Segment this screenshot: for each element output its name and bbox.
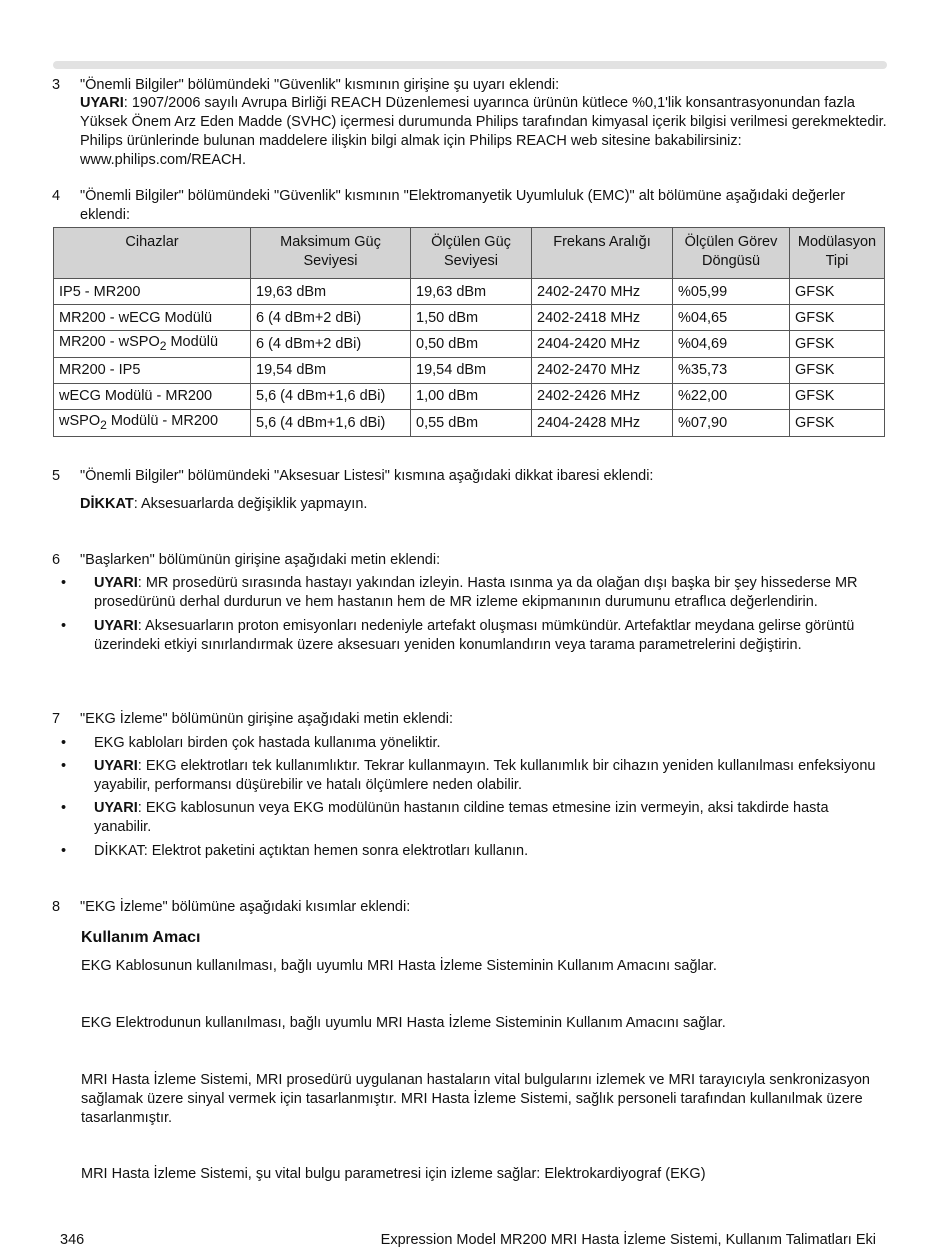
table-cell: %35,73 [673, 357, 790, 383]
table-cell: 2402-2426 MHz [532, 383, 673, 409]
table-cell: GFSK [790, 409, 885, 436]
table-cell: 0,50 dBm [411, 331, 532, 358]
item-4-intro: "Önemli Bilgiler" bölümündeki "Güvenlik" kısmının "Elektromanyetik Uyumluluk (EMC)" alt bölümüne aşağıdaki değerler eklendi: [80, 188, 846, 223]
device-suffix: Modülü [166, 334, 219, 350]
item-7-number: 7 [52, 711, 61, 727]
table-cell: %22,00 [673, 383, 790, 409]
emc-table [53, 227, 885, 437]
table-cell: 19,63 dBm [251, 279, 411, 305]
table-cell: 2404-2428 MHz [532, 409, 673, 436]
paragraph: EKG Elektrodunun kullanılması, bağlı uyumlu MRI Hasta İzleme Sisteminin Kullanım Amacını sağlar. [81, 1015, 726, 1031]
warning-text: : MR prosedürü sırasında hastayı yakından izleyin. Hasta ısınma ya da olağan dışı başka bir şey hissederse MR prosedürünü derhal durdurun ve hem hastanın hem de MR izleme ekipmanının durumunu etraflıca değerlendirin. [94, 575, 858, 610]
device-name: wSPO [59, 412, 101, 429]
item-7-bullet-1: EKG kabloları birden çok hastada kullanıma yöneliktir. [94, 735, 441, 751]
table-header-cell: Cihazlar [54, 228, 251, 279]
table-cell: 1,50 dBm [411, 305, 532, 331]
table-cell [54, 409, 251, 436]
item-3-warning [80, 94, 888, 170]
item-3-intro: "Önemli Bilgiler" bölümündeki "Güvenlik" kısmının girişine şu uyarı eklendi: [80, 77, 560, 93]
item-7-caution: DİKKAT: Elektrot paketini açtıktan hemen sonra elektrotları kullanın. [94, 843, 529, 859]
table-cell: 2402-2470 MHz [532, 357, 673, 383]
table-cell: %04,69 [673, 331, 790, 358]
device-name: MR200 - wSPO [59, 334, 160, 350]
table-cell: 5,6 (4 dBm+1,6 dBi) [251, 383, 411, 409]
subscript: 2 [100, 417, 107, 432]
table-row [54, 279, 885, 305]
table-header-cell: Ölçülen Güç Seviyesi [411, 228, 532, 279]
warning-text: : 1907/2006 sayılı Avrupa Birliği REACH Düzenlemesi uyarınca ürünün kütlece %0,1'lik konsantrasyonundan fazla Yüksek Önem Arz Eden Madde (SVHC) içermesi durumunda Philips tarafından kimyasal içerik bilgisi verilmesi gerekmektedir. Philips ürünlerinde bulunan maddelere ilişkin bilgi almak için Philips REACH web sitesine bakabilirsiniz: www.philips.com/REACH. [80, 95, 887, 168]
paragraph: EKG Kablosunun kullanılması, bağlı uyumlu MRI Hasta İzleme Sisteminin Kullanım Amacını sağlar. [81, 958, 717, 974]
table-row [54, 357, 885, 383]
table-cell: 19,54 dBm [411, 357, 532, 383]
section-heading: Kullanım Amacı [81, 929, 201, 946]
device-suffix: Modülü - MR200 [106, 412, 219, 429]
bullet-icon: • [61, 758, 67, 774]
item-7-warning-2 [94, 799, 888, 837]
table-header-row [54, 228, 885, 279]
table-cell: %04,65 [673, 305, 790, 331]
caution-text: : Aksesuarlarda değişiklik yapmayın. [133, 496, 368, 512]
table-cell: %05,99 [673, 279, 790, 305]
bullet-icon: • [61, 618, 67, 634]
table-cell: GFSK [790, 383, 885, 409]
table-cell: 2402-2418 MHz [532, 305, 673, 331]
item-6-number: 6 [52, 552, 61, 568]
table-cell: %07,90 [673, 409, 790, 436]
item-3-number: 3 [52, 77, 61, 93]
table-row [54, 331, 885, 358]
subscript: 2 [159, 338, 167, 353]
warning-label: UYARI [94, 618, 138, 634]
item-8-number: 8 [52, 899, 61, 915]
table-cell: 2404-2420 MHz [532, 331, 673, 358]
bullet-icon: • [61, 800, 67, 816]
table-cell: MR200 - wECG Modülü [54, 305, 251, 331]
caution-label: DİKKAT [80, 496, 134, 512]
table-header-cell: Frekans Aralığı [532, 228, 673, 279]
page-number: 346 [60, 1232, 85, 1248]
warning-label: UYARI [94, 575, 138, 591]
table-cell: 5,6 (4 dBm+1,6 dBi) [251, 409, 411, 436]
table-cell: GFSK [790, 331, 885, 358]
item-5-caution [80, 495, 888, 514]
warning-label: UYARI [80, 95, 124, 111]
item-6-intro: "Başlarken" bölümünün girişine aşağıdaki metin eklendi: [80, 552, 441, 568]
warning-label: UYARI [94, 800, 138, 816]
item-6-warning-2 [94, 617, 888, 655]
item-7-warning-1 [94, 757, 888, 795]
table-cell: 19,54 dBm [251, 357, 411, 383]
table-row [54, 383, 885, 409]
table-header-cell: Ölçülen Görev Döngüsü [673, 228, 790, 279]
footer-title: Expression Model MR200 MRI Hasta İzleme Sistemi, Kullanım Talimatları Eki [380, 1232, 876, 1248]
bullet-icon: • [61, 735, 67, 751]
warning-text: : Aksesuarların proton emisyonları nedeniyle artefakt oluşması mümkündür. Artefaktlar meydana gelirse görüntü üzerindeki etkiyi sınırlandırmak üzere aksesuarı yeniden konumlandırın veya tarama parametrelerini değiştirin. [94, 618, 855, 653]
table-cell: 2402-2470 MHz [532, 279, 673, 305]
paragraph: MRI Hasta İzleme Sistemi, şu vital bulgu parametresi için izleme sağlar: Elektrokardiyograf (EKG) [81, 1166, 706, 1182]
table-row [54, 409, 885, 436]
item-6-warning-1 [94, 574, 888, 612]
table-cell: GFSK [790, 305, 885, 331]
table-cell [54, 331, 251, 358]
table-cell: GFSK [790, 279, 885, 305]
table-row [54, 305, 885, 331]
table-cell: IP5 - MR200 [54, 279, 251, 305]
table-header-cell: Maksimum Güç Seviyesi [251, 228, 411, 279]
warning-text: : EKG elektrotları tek kullanımlıktır. Tekrar kullanmayın. Tek kullanımlık bir cihazın yeniden kullanılması enfeksiyonu yayabilir, performansı düşürebilir ve hatalı ölçümlere neden olabilir. [94, 758, 876, 793]
item-5-number: 5 [52, 468, 61, 484]
table-cell: wECG Modülü - MR200 [54, 383, 251, 409]
item-5-intro: "Önemli Bilgiler" bölümündeki "Aksesuar Listesi" kısmına aşağıdaki dikkat ibaresi eklendi: [80, 468, 654, 484]
warning-text: : EKG kablosunun veya EKG modülünün hastanın cildine temas etmesine izin vermeyin, aksi takdirde hasta yanabilir. [94, 800, 829, 835]
table-cell: GFSK [790, 357, 885, 383]
table-cell: 0,55 dBm [411, 409, 532, 436]
table-cell: 19,63 dBm [411, 279, 532, 305]
table-cell: 6 (4 dBm+2 dBi) [251, 331, 411, 358]
item-4-number: 4 [52, 188, 61, 204]
item-7-intro: "EKG İzleme" bölümünün girişine aşağıdaki metin eklendi: [80, 711, 453, 727]
paragraph: MRI Hasta İzleme Sistemi, MRI prosedürü uygulanan hastaların vital bulgularını izlemek ve MRI tarayıcıyla senkronizasyon sağlamak üzere sinyal vermek için tasarlanmıştır. MRI Hasta İzleme Sistemi, sağlık personeli tarafından kullanılmak üzere tasarlanmıştır. [81, 1072, 870, 1126]
warning-label: UYARI [94, 758, 138, 774]
bullet-icon: • [61, 575, 67, 591]
header-bar [53, 61, 887, 69]
table-cell: MR200 - IP5 [54, 357, 251, 383]
table-cell: 1,00 dBm [411, 383, 532, 409]
bullet-icon: • [61, 843, 67, 859]
table-cell: 6 (4 dBm+2 dBi) [251, 305, 411, 331]
item-8-intro: "EKG İzleme" bölümüne aşağıdaki kısımlar eklendi: [80, 899, 411, 915]
table-header-cell: Modülasyon Tipi [790, 228, 885, 279]
